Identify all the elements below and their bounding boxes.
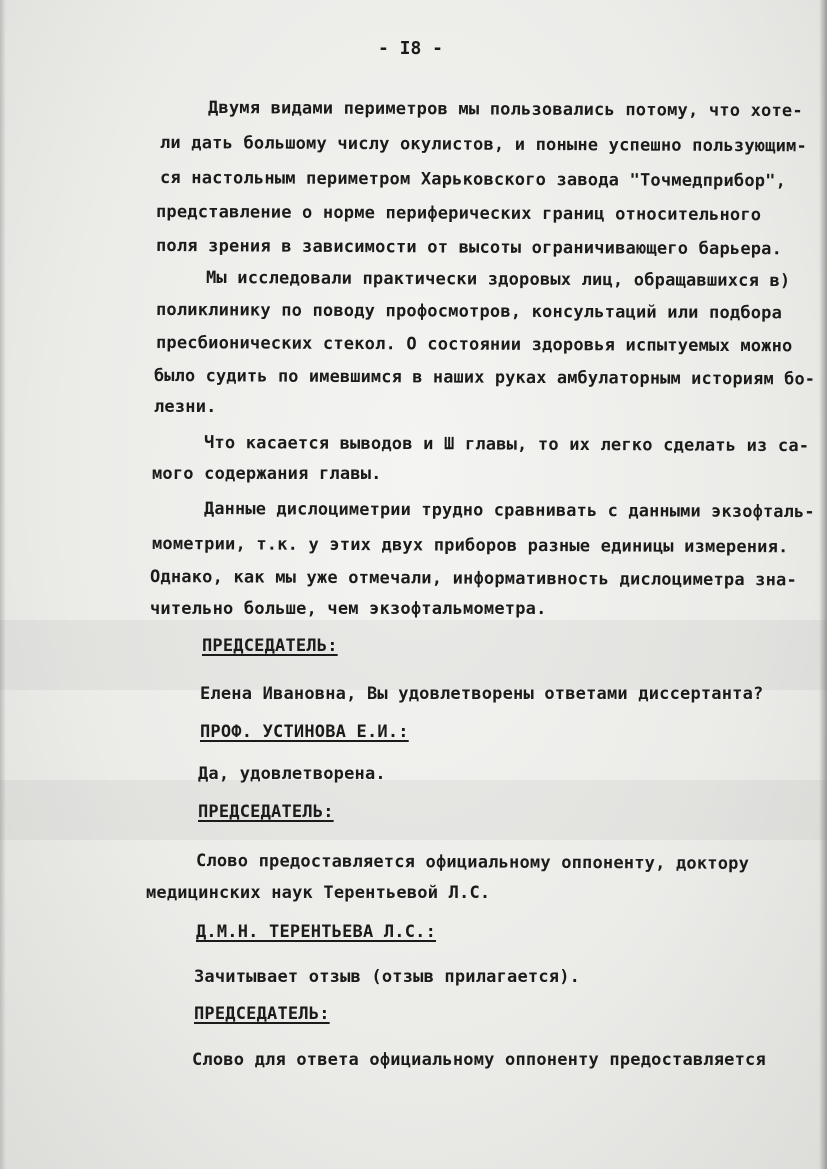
speech-line: Слово предоставляется официальному оппоненту, доктору — [195, 851, 750, 874]
text-line: поликлинику по поводу профосмотров, консультаций или подбора — [155, 300, 783, 324]
text-line: чительно больше, чем экзофтальмометра. — [150, 599, 547, 619]
speaker-label: ПРЕДСЕДАТЕЛЬ: — [202, 636, 338, 656]
speaker-label: ПРЕДСЕДАТЕЛЬ: — [198, 802, 334, 822]
text-line: Мы исследовали практически здоровых лиц, обращавшихся в) — [205, 268, 791, 292]
speech-line: Елена Ивановна, Вы удовлетворены ответами диссертанта? — [200, 684, 764, 704]
text-line: ся настольным периметром Харьковского завода "Точмедприбор", — [159, 168, 787, 192]
scan-band — [0, 620, 827, 690]
scan-edge-left — [0, 0, 6, 1169]
text-line: лезни. — [154, 397, 217, 417]
scan-band — [0, 780, 827, 840]
text-line: Что касается выводов и Ш главы, то их легко сделать из са- — [203, 433, 810, 457]
text-line: мометрии, т.к. у этих двух приборов разные единицы измерения. — [151, 534, 789, 558]
scan-edge-right — [819, 0, 827, 1169]
text-line: Данные дислоциметрии трудно сравнивать с данными экзофталь- — [203, 499, 815, 523]
page-number: - I8 - — [378, 38, 444, 59]
text-line: представление о норме периферических границ относительного — [155, 202, 762, 226]
speaker-label: Д.М.Н. ТЕРЕНТЬЕВА Л.С.: — [196, 922, 437, 942]
text-line: Двумя видами периметров мы пользовались потому, что хоте- — [207, 98, 803, 122]
text-line: было судить по имевшимся в наших руках амбулаторным историям бо- — [153, 366, 816, 390]
text-line: пресбионических стекол. О состоянии здоровья испытуемых можно — [155, 333, 793, 357]
text-line: мого содержания главы. — [152, 464, 382, 484]
speech-line: медицинских наук Терентьевой Л.С. — [146, 883, 491, 903]
speech-line: Слово для ответа официальному оппоненту предоставляется — [192, 1050, 766, 1070]
text-line: поля зрения в зависимости от высоты ограничивающего барьера. — [155, 236, 783, 260]
speaker-label: ПРЕДСЕДАТЕЛЬ: — [194, 1004, 330, 1024]
text-line: Однако, как мы уже отмечали, информативность дислоциметра зна- — [149, 567, 798, 591]
speech-line: Да, удовлетворена. — [198, 764, 386, 784]
text-line: ли дать большому числу окулистов, и поныне успешно пользующим- — [159, 133, 808, 157]
speech-line: Зачитывает отзыв (отзыв прилагается). — [194, 967, 581, 987]
speaker-label: ПРОФ. УСТИНОВА Е.И.: — [200, 722, 409, 742]
